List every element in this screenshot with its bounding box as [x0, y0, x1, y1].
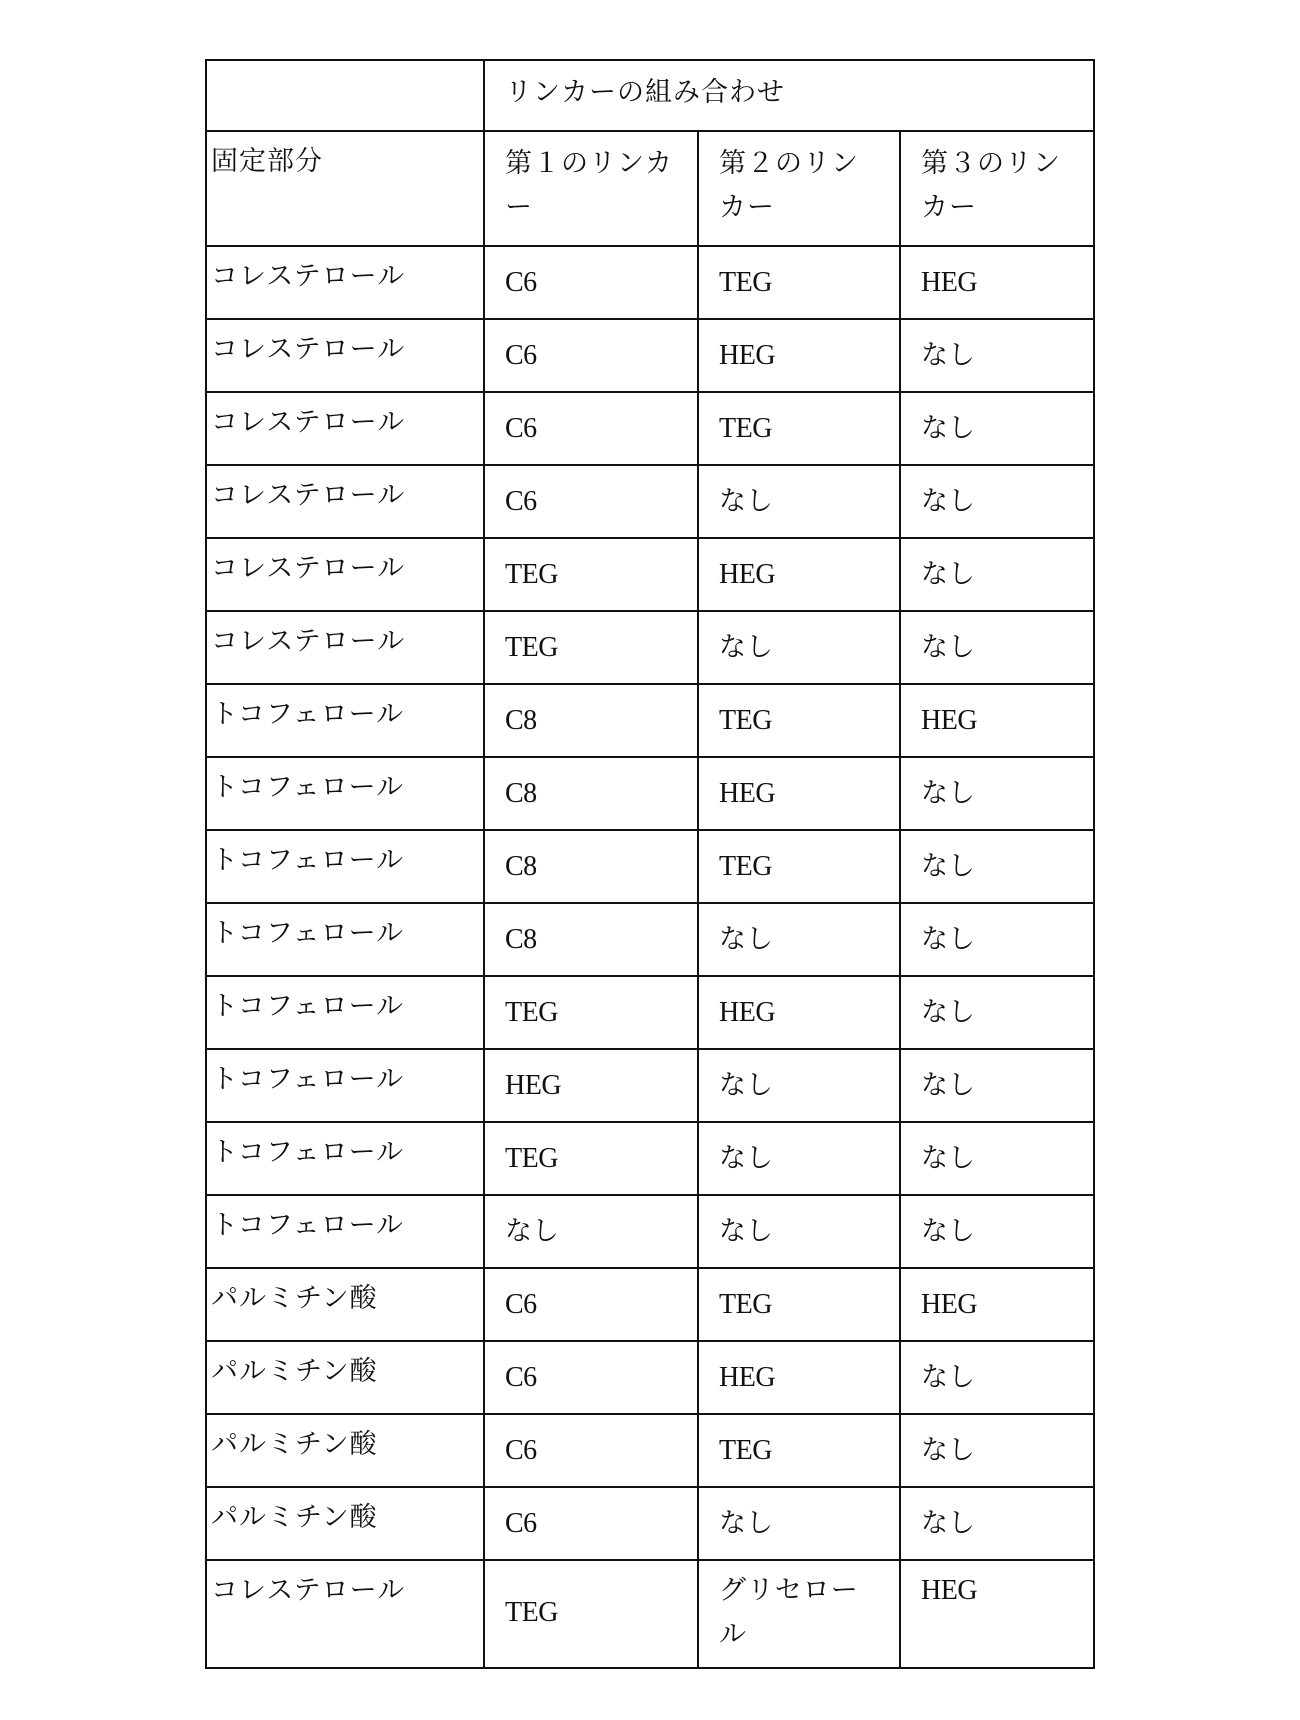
cell-linker1: [484, 1049, 698, 1122]
cell-linker1: [484, 246, 698, 319]
cell-fixed: [206, 1122, 484, 1195]
cell-fixed-value: パルミチン酸: [211, 1283, 378, 1314]
cell-linker1-value: C6: [505, 1362, 537, 1393]
cell-linker2-value: HEG: [719, 340, 776, 371]
cell-linker2-value: HEG: [719, 1362, 776, 1393]
cell-fixed-value: パルミチン酸: [211, 1429, 378, 1460]
cell-fixed: [206, 757, 484, 830]
cell-fixed-value: トコフェロール: [211, 845, 405, 876]
cell-linker1-value: C6: [505, 340, 537, 371]
cell-linker3-value: なし: [921, 851, 975, 882]
cell-fixed-value: トコフェロール: [211, 772, 405, 803]
cell-linker3-value: なし: [921, 1435, 975, 1466]
cell-linker1-value: C6: [505, 413, 537, 444]
cell-linker3: [900, 1487, 1094, 1560]
cell-linker2-value: TEG: [719, 705, 772, 736]
table-row: [206, 1560, 1094, 1668]
table-row: [206, 684, 1094, 757]
cell-fixed: [206, 830, 484, 903]
cell-fixed: [206, 1560, 484, 1668]
cell-fixed-value: トコフェロール: [211, 1210, 405, 1241]
cell-fixed: [206, 903, 484, 976]
header-linker3: [900, 131, 1094, 246]
cell-fixed-value: コレステロール: [211, 553, 406, 584]
cell-fixed-value: コレステロール: [211, 626, 406, 657]
cell-linker2: [698, 392, 900, 465]
cell-linker3: [900, 757, 1094, 830]
cell-linker2: [698, 1049, 900, 1122]
cell-fixed-value: トコフェロール: [211, 918, 405, 949]
cell-linker3-value: なし: [921, 632, 975, 663]
cell-linker1: [484, 830, 698, 903]
table-row: [206, 246, 1094, 319]
cell-linker1: [484, 1414, 698, 1487]
cell-fixed: [206, 1049, 484, 1122]
cell-linker3-value: HEG: [921, 1575, 978, 1606]
cell-fixed-value: コレステロール: [211, 1575, 406, 1606]
cell-linker1: [484, 1560, 698, 1668]
cell-linker3-value: なし: [921, 340, 975, 371]
cell-linker3: [900, 392, 1094, 465]
cell-linker3: [900, 903, 1094, 976]
table-row: [206, 1195, 1094, 1268]
cell-fixed: [206, 538, 484, 611]
table-body: [206, 246, 1094, 1668]
cell-linker1: [484, 1268, 698, 1341]
cell-linker1: [484, 903, 698, 976]
cell-linker1: [484, 319, 698, 392]
cell-linker3-value: なし: [921, 997, 975, 1028]
cell-linker3-value: なし: [921, 559, 975, 590]
cell-linker1-value: C6: [505, 1435, 537, 1466]
cell-linker2: [698, 684, 900, 757]
cell-linker3-value: なし: [921, 924, 975, 955]
header-linker1-label: 第１のリンカー: [505, 148, 673, 223]
table-row: [206, 1414, 1094, 1487]
header-fixed-part: [206, 131, 484, 246]
cell-fixed: [206, 1195, 484, 1268]
cell-linker2-value: HEG: [719, 997, 776, 1028]
cell-linker2-value: TEG: [719, 267, 772, 298]
cell-linker2-value: グリセロール: [719, 1575, 859, 1650]
cell-linker1: [484, 538, 698, 611]
header-linker3-label: 第３のリンカー: [921, 148, 1061, 223]
cell-linker3: [900, 1341, 1094, 1414]
table-row: [206, 830, 1094, 903]
cell-linker2: [698, 465, 900, 538]
cell-linker1: [484, 1195, 698, 1268]
cell-linker1: [484, 465, 698, 538]
cell-linker1: [484, 611, 698, 684]
cell-linker2: [698, 319, 900, 392]
cell-fixed: [206, 684, 484, 757]
cell-linker2: [698, 1268, 900, 1341]
header-row-group: [206, 60, 1094, 131]
cell-linker1-value: TEG: [505, 997, 558, 1028]
cell-linker2: [698, 611, 900, 684]
cell-linker1-value: C6: [505, 267, 537, 298]
header-row-columns: [206, 131, 1094, 246]
cell-linker2-value: HEG: [719, 559, 776, 590]
cell-fixed: [206, 392, 484, 465]
header-fixed-part-label: 固定部分: [211, 146, 323, 177]
header-linker1: [484, 131, 698, 246]
cell-fixed-value: コレステロール: [211, 261, 406, 292]
cell-linker1-value: TEG: [505, 632, 558, 663]
cell-linker1-value: C8: [505, 851, 537, 882]
cell-linker1-value: C8: [505, 778, 537, 809]
header-blank-cell: [206, 60, 484, 131]
header-linker2: [698, 131, 900, 246]
cell-fixed: [206, 465, 484, 538]
cell-linker2-value: なし: [719, 1508, 773, 1539]
cell-linker2-value: なし: [719, 1216, 773, 1247]
cell-linker3: [900, 1560, 1094, 1668]
cell-linker2: [698, 1487, 900, 1560]
cell-fixed-value: コレステロール: [211, 480, 406, 511]
cell-linker1: [484, 1122, 698, 1195]
cell-linker3: [900, 1122, 1094, 1195]
cell-linker3-value: HEG: [921, 1289, 978, 1320]
cell-linker1-value: C8: [505, 705, 537, 736]
cell-linker3: [900, 465, 1094, 538]
cell-linker2: [698, 903, 900, 976]
header-linker2-label: 第２のリンカー: [719, 148, 859, 223]
cell-linker3: [900, 976, 1094, 1049]
cell-fixed: [206, 1487, 484, 1560]
cell-linker2: [698, 1122, 900, 1195]
cell-linker3-value: なし: [921, 1508, 975, 1539]
table-row: [206, 757, 1094, 830]
cell-linker1-value: TEG: [505, 1597, 558, 1628]
table-row: [206, 1049, 1094, 1122]
cell-fixed-value: トコフェロール: [211, 1137, 405, 1168]
cell-linker1-value: C6: [505, 1508, 537, 1539]
cell-linker2-value: なし: [719, 924, 773, 955]
cell-fixed-value: パルミチン酸: [211, 1356, 378, 1387]
cell-fixed: [206, 611, 484, 684]
cell-linker2-value: なし: [719, 632, 773, 663]
table-row: [206, 976, 1094, 1049]
cell-fixed: [206, 1268, 484, 1341]
cell-fixed: [206, 1414, 484, 1487]
cell-fixed: [206, 1341, 484, 1414]
cell-linker1-value: TEG: [505, 559, 558, 590]
cell-linker2-value: HEG: [719, 778, 776, 809]
cell-linker3: [900, 319, 1094, 392]
cell-linker1-value: C6: [505, 1289, 537, 1320]
table-row: [206, 319, 1094, 392]
cell-linker2: [698, 538, 900, 611]
cell-fixed-value: トコフェロール: [211, 1064, 405, 1095]
cell-linker1: [484, 757, 698, 830]
cell-fixed: [206, 319, 484, 392]
cell-linker1: [484, 1341, 698, 1414]
cell-linker3: [900, 246, 1094, 319]
cell-linker2-value: TEG: [719, 1289, 772, 1320]
table-row: [206, 611, 1094, 684]
cell-linker3-value: なし: [921, 778, 975, 809]
cell-fixed-value: パルミチン酸: [211, 1502, 378, 1533]
cell-linker3: [900, 1268, 1094, 1341]
header-linker-combination: [484, 60, 1094, 131]
cell-linker1-value: C8: [505, 924, 537, 955]
cell-linker2: [698, 1560, 900, 1668]
cell-linker1: [484, 976, 698, 1049]
cell-linker1-value: C6: [505, 486, 537, 517]
table-row: [206, 465, 1094, 538]
cell-linker3: [900, 684, 1094, 757]
cell-fixed: [206, 246, 484, 319]
cell-linker2-value: なし: [719, 1143, 773, 1174]
header-linker-combination-label: リンカーの組み合わせ: [505, 77, 785, 108]
cell-linker3: [900, 830, 1094, 903]
cell-linker2-value: なし: [719, 1070, 773, 1101]
table-row: [206, 1341, 1094, 1414]
table-row: [206, 538, 1094, 611]
cell-fixed-value: トコフェロール: [211, 699, 405, 730]
cell-linker2: [698, 976, 900, 1049]
cell-linker3-value: HEG: [921, 267, 978, 298]
cell-linker3: [900, 538, 1094, 611]
cell-linker3-value: HEG: [921, 705, 978, 736]
cell-linker2: [698, 1414, 900, 1487]
cell-linker2: [698, 1195, 900, 1268]
table-row: [206, 1268, 1094, 1341]
cell-linker3: [900, 1195, 1094, 1268]
cell-linker1: [484, 684, 698, 757]
cell-linker3: [900, 611, 1094, 684]
cell-fixed-value: コレステロール: [211, 407, 406, 438]
cell-linker2: [698, 757, 900, 830]
cell-linker2: [698, 1341, 900, 1414]
cell-linker1-value: HEG: [505, 1070, 562, 1101]
cell-linker2-value: TEG: [719, 851, 772, 882]
cell-linker1-value: なし: [505, 1216, 559, 1247]
cell-linker3-value: なし: [921, 1143, 975, 1174]
cell-linker3-value: なし: [921, 1216, 975, 1247]
cell-linker3-value: なし: [921, 413, 975, 444]
cell-fixed-value: トコフェロール: [211, 991, 405, 1022]
cell-linker1: [484, 392, 698, 465]
cell-linker3-value: なし: [921, 1070, 975, 1101]
cell-linker1: [484, 1487, 698, 1560]
table-row: [206, 903, 1094, 976]
cell-linker2: [698, 246, 900, 319]
linker-combination-table: [205, 59, 1095, 1669]
cell-linker1-value: TEG: [505, 1143, 558, 1174]
table-row: [206, 392, 1094, 465]
cell-linker2-value: なし: [719, 486, 773, 517]
cell-linker2: [698, 830, 900, 903]
cell-linker3-value: なし: [921, 486, 975, 517]
table-row: [206, 1487, 1094, 1560]
cell-linker3: [900, 1414, 1094, 1487]
cell-fixed-value: コレステロール: [211, 334, 406, 365]
table-row: [206, 1122, 1094, 1195]
cell-linker2-value: TEG: [719, 1435, 772, 1466]
cell-linker3-value: なし: [921, 1362, 975, 1393]
cell-linker3: [900, 1049, 1094, 1122]
cell-fixed: [206, 976, 484, 1049]
cell-linker2-value: TEG: [719, 413, 772, 444]
